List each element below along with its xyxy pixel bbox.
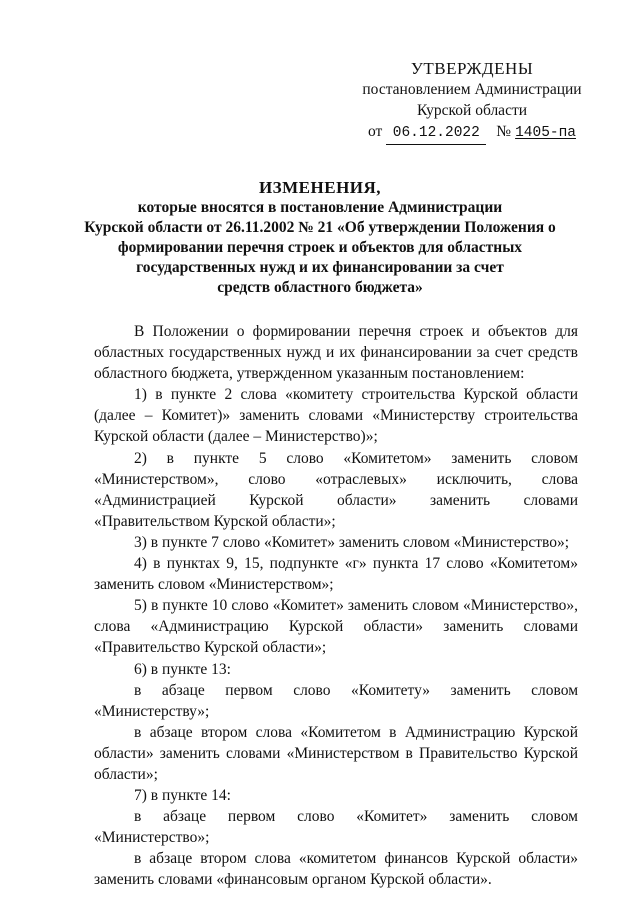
paragraph-item-6: 6) в пункте 13: (134, 660, 231, 678)
approval-date-row (352, 121, 592, 145)
paragraph-intro: В Положении о формировании перечня строек и объектов для областных государственных нужд и их финансировании за счет средств областного бюджета, утвержденном указанным постановлением: (94, 323, 578, 383)
heading-line-2: Курской области от 26.11.2002 № 21 «Об утверждении Положения о (84, 219, 556, 236)
approval-stamp (352, 58, 592, 145)
paragraph-item-7: 7) в пункте 14: (134, 787, 231, 805)
heading-line-5: средств областного бюджета» (217, 279, 423, 296)
approval-region: Курской области (416, 102, 528, 119)
heading-line-3: формировании перечня строек и объектов для областных (117, 239, 523, 256)
approval-date: 06.12.2022 (392, 125, 480, 141)
paragraph-item-7-a: в абзаце первом слово «Комитет» заменить словом «Министерство»; (94, 808, 578, 847)
paragraph-item-6-a: в абзаце первом слово «Комитету» заменить словом «Министерству»; (94, 681, 578, 720)
paragraph-item-2: 2) в пункте 5 слово «Комитетом» заменить словом «Министерством», слово «отраслевых» исключить, слова «Администрацией Курской области» заменить словами «Правительством Курской области»; (94, 449, 578, 530)
paragraph-item-6-b: в абзаце втором слова «Комитетом в Администрацию Курской области» заменить словами «Министерством в Правительство Курской области»; (94, 723, 578, 783)
paragraph-item-3: 3) в пункте 7 слово «Комитет» заменить словом «Министерство»; (134, 533, 570, 551)
approval-number: 1405-па (515, 125, 577, 141)
approval-number-label: № (496, 123, 512, 140)
paragraph-item-4: 4) в пунктах 9, 15, подпункте «г» пункта 17 слово «Комитетом» заменить словом «Министерством»; (94, 555, 578, 594)
approval-date-field (386, 121, 486, 145)
approval-title: УТВЕРЖДЕНЫ (410, 59, 534, 78)
document-body (94, 321, 578, 891)
document-heading (80, 178, 560, 298)
heading-line-4: государственных нужд и их финансировании за счет (136, 259, 504, 276)
paragraph-item-7-b: в абзаце втором слова «комитетом финансов Курской области» заменить словами «финансовым органом Курской области». (94, 850, 578, 889)
approval-from-label: от (367, 123, 383, 140)
paragraph-item-1: 1) в пункте 2 слова «комитету строительства Курской области (далее – Комитет)» заменить словами «Министерству строительства Курской области (далее – Министерство)»; (94, 386, 578, 446)
heading-title: ИЗМЕНЕНИЯ, (258, 178, 382, 197)
paragraph-item-5: 5) в пункте 10 слово «Комитет» заменить словом «Министерство», слова «Администрацию Курской области» заменить словами «Правительство Курской области»; (94, 597, 578, 657)
approval-issuer: постановлением Администрации (362, 81, 582, 98)
heading-line-1: которые вносятся в постановление Администрации (137, 199, 503, 216)
